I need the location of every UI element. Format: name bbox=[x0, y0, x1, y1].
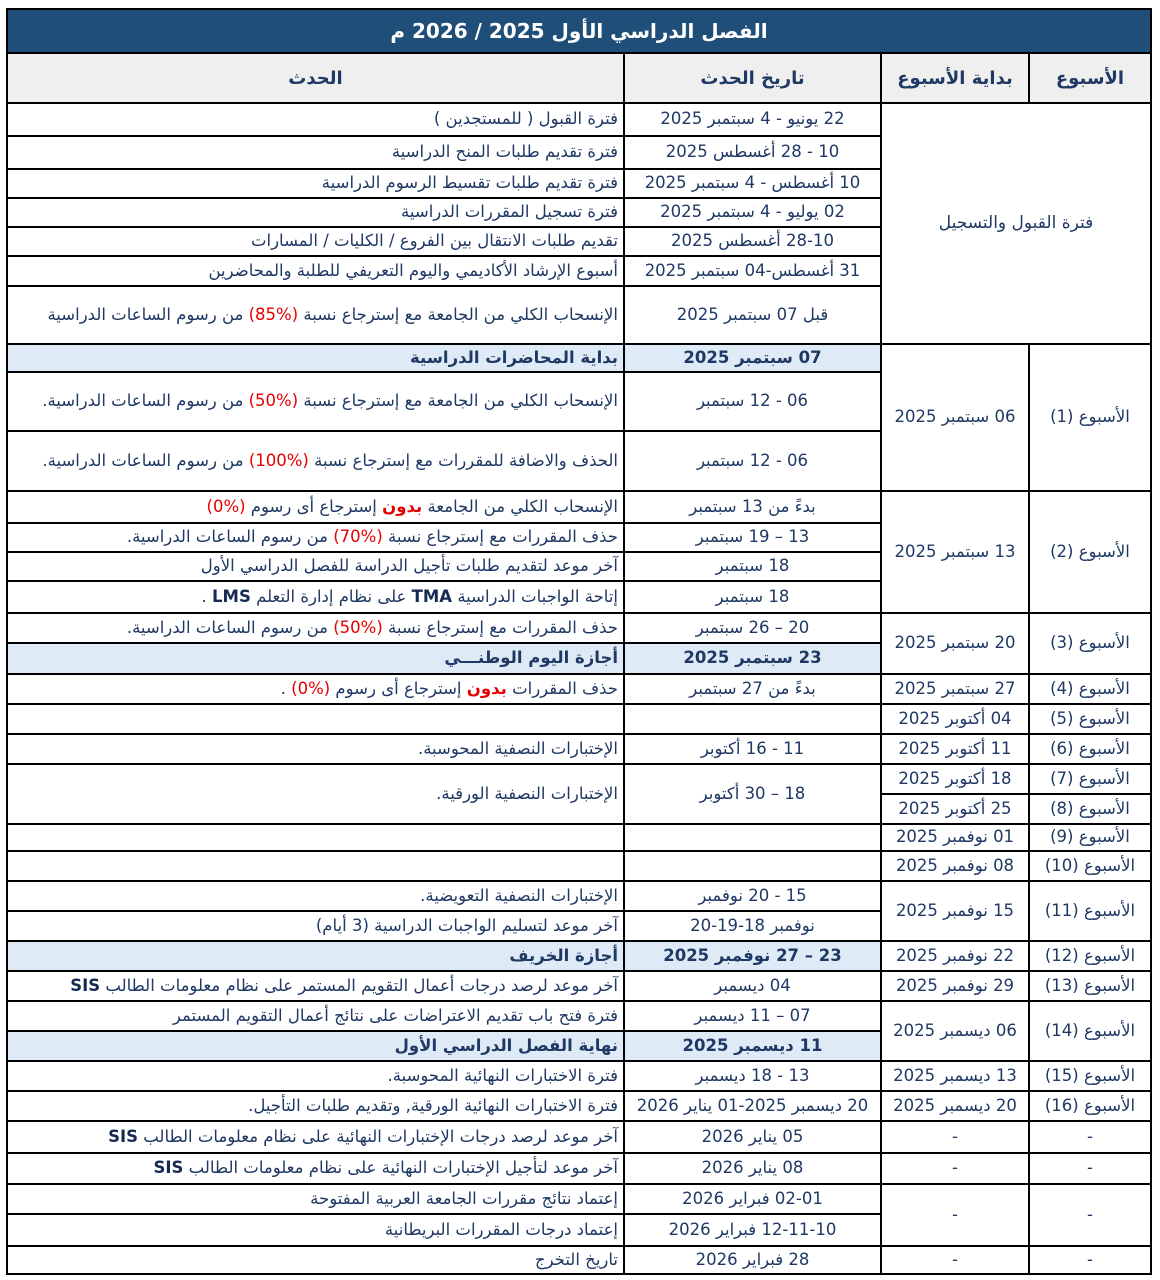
event-text-segment: . bbox=[280, 678, 292, 698]
event-date-cell: 20 ديسمبر 2025‏-‏01 يناير 2026 bbox=[624, 1091, 881, 1121]
week-start-cell: - bbox=[881, 1246, 1029, 1274]
table-row bbox=[7, 613, 1151, 643]
event-cell: فترة تقديم طلبات المنح الدراسية bbox=[7, 136, 624, 169]
week-start-cell: 13 ديسمبر 2025 bbox=[881, 1061, 1029, 1091]
event-text-segment: SIS bbox=[153, 1158, 184, 1178]
event-date-cell: 13 - 18 ديسمبر bbox=[624, 1061, 881, 1091]
event-date-cell: 10‏-‏11‏-‏12 فبراير 2026 bbox=[624, 1214, 881, 1246]
event-cell bbox=[7, 372, 624, 431]
title-row bbox=[7, 9, 1151, 53]
table-row bbox=[7, 1091, 1151, 1121]
table-row bbox=[7, 1153, 1151, 1184]
week-cell: الأسبوع (12) bbox=[1029, 941, 1151, 971]
event-text-segment: من رسوم الساعات الدراسية. bbox=[42, 391, 249, 411]
week-cell: - bbox=[1029, 1184, 1151, 1246]
week-start-cell: 27 سبتمبر 2025 bbox=[881, 674, 1029, 704]
event-cell: بداية المحاضرات الدراسية bbox=[7, 344, 624, 372]
event-date-cell: 13 – 19 سبتمبر bbox=[624, 523, 881, 552]
event-text-segment: (%85) bbox=[248, 304, 299, 324]
event-cell: فترة الاختبارات النهائية المحوسبة. bbox=[7, 1061, 624, 1091]
event-text-segment: آخر موعد لرصد درجات أعمال التقويم المستمر على نظام معلومات الطالب bbox=[100, 975, 618, 995]
event-cell bbox=[7, 431, 624, 491]
event-text-segment: حذف المقررات bbox=[506, 678, 618, 698]
event-text-segment: على نظام إدارة التعلم bbox=[250, 586, 412, 606]
event-date-cell: 18 سبتمبر bbox=[624, 552, 881, 581]
week-start-cell: 18 أكتوبر 2025 bbox=[881, 764, 1029, 794]
table-row bbox=[7, 103, 1151, 136]
event-date-cell: نوفمبر 18‏-‏19‏-‏20 bbox=[624, 911, 881, 941]
table-row bbox=[7, 1184, 1151, 1214]
calendar-body bbox=[7, 103, 1151, 1274]
week-start-cell: 20 ديسمبر 2025 bbox=[881, 1091, 1029, 1121]
event-text-segment: بدون bbox=[382, 496, 423, 516]
event-cell: فترة تسجيل المقررات الدراسية bbox=[7, 198, 624, 227]
table-row bbox=[7, 704, 1151, 734]
week-start-cell: 06 سبتمبر 2025 bbox=[881, 344, 1029, 491]
event-date-cell: 28 فبراير 2026 bbox=[624, 1246, 881, 1274]
event-cell: فترة القبول ( للمستجدين ) bbox=[7, 103, 624, 136]
event-cell: الإختبارات النصفية التعويضية. bbox=[7, 881, 624, 911]
week-cell: الأسبوع (13) bbox=[1029, 971, 1151, 1001]
event-cell bbox=[7, 1121, 624, 1153]
event-text-segment: . bbox=[201, 586, 213, 606]
week-start-cell: 08 نوفمبر 2025 bbox=[881, 851, 1029, 881]
event-date-cell bbox=[624, 824, 881, 851]
week-cell: الأسبوع (7) bbox=[1029, 764, 1151, 794]
week-start-cell: 06 ديسمبر 2025 bbox=[881, 1001, 1029, 1061]
event-date-cell: قبل 07 سبتمبر 2025 bbox=[624, 286, 881, 344]
semester-calendar-table bbox=[6, 8, 1152, 1275]
table-row bbox=[7, 344, 1151, 372]
event-text-segment: من رسوم الساعات الدراسية. bbox=[126, 617, 334, 637]
week-cell: الأسبوع (3) bbox=[1029, 613, 1151, 674]
event-date-cell: 01‏-‏02 فبراير 2026 bbox=[624, 1184, 881, 1214]
event-cell bbox=[7, 523, 624, 552]
event-text-segment: (%50) bbox=[248, 391, 299, 411]
week-cell: - bbox=[1029, 1246, 1151, 1274]
event-cell: آخر موعد لتقديم طلبات تأجيل الدراسة للفصل الدراسي الأول bbox=[7, 552, 624, 581]
event-text-segment: الإنسحاب الكلي من الجامعة مع إسترجاع نسبة bbox=[298, 304, 618, 324]
table-row bbox=[7, 1121, 1151, 1153]
event-date-cell: 22 يونيو - 4 سبتمبر 2025 bbox=[624, 103, 881, 136]
event-date-cell: 07 – 11 ديسمبر bbox=[624, 1001, 881, 1031]
week-cell: الأسبوع (11) bbox=[1029, 881, 1151, 941]
week-cell: الأسبوع (16) bbox=[1029, 1091, 1151, 1121]
event-date-cell: 10 - 28 أغسطس 2025 bbox=[624, 136, 881, 169]
event-text-segment: حذف المقررات مع إسترجاع نسبة bbox=[382, 617, 618, 637]
event-cell: أسبوع الإرشاد الأكاديمي واليوم التعريفي للطلبة والمحاضرين bbox=[7, 256, 624, 286]
event-date-cell: بدءً من 13 سبتمبر bbox=[624, 491, 881, 523]
week-start-cell: 20 سبتمبر 2025 bbox=[881, 613, 1029, 674]
event-text-segment: آخر موعد لرصد درجات الإختبارات النهائية على نظام معلومات الطالب bbox=[137, 1126, 618, 1146]
table-row bbox=[7, 971, 1151, 1001]
table-row bbox=[7, 491, 1151, 523]
event-date-cell: 18 سبتمبر bbox=[624, 581, 881, 613]
week-cell: - bbox=[1029, 1153, 1151, 1184]
event-cell bbox=[7, 613, 624, 643]
week-cell: الأسبوع (14) bbox=[1029, 1001, 1151, 1061]
event-date-cell: 10‏-‏28 أغسطس 2025 bbox=[624, 227, 881, 256]
event-cell bbox=[7, 491, 624, 523]
event-date-cell: 06 - 12 سبتمبر bbox=[624, 372, 881, 431]
event-text-segment: (%0) bbox=[206, 496, 246, 516]
event-text-segment: (%0) bbox=[291, 678, 331, 698]
event-text-segment: الإنسحاب الكلي من الجامعة bbox=[422, 496, 618, 516]
column-header-week-start: بداية الأسبوع bbox=[881, 53, 1029, 103]
week-cell: الأسبوع (2) bbox=[1029, 491, 1151, 613]
event-text-segment: LMS bbox=[212, 586, 251, 606]
event-cell bbox=[7, 581, 624, 613]
event-cell: فترة تقديم طلبات تقسيط الرسوم الدراسية bbox=[7, 169, 624, 198]
event-date-cell: 10 أغسطس - 4 سبتمبر 2025 bbox=[624, 169, 881, 198]
event-date-cell bbox=[624, 704, 881, 734]
week-start-cell: 22 نوفمبر 2025 bbox=[881, 941, 1029, 971]
event-date-cell: 05 يناير 2026 bbox=[624, 1121, 881, 1153]
event-text-segment: من رسوم الساعات الدراسية. bbox=[42, 450, 249, 470]
event-text-segment: إسترجاع أى رسوم bbox=[245, 496, 383, 516]
event-cell bbox=[7, 704, 624, 734]
event-text-segment: الإنسحاب الكلي من الجامعة مع إسترجاع نسبة bbox=[298, 391, 618, 411]
event-text-segment: TMA bbox=[411, 586, 453, 606]
event-cell bbox=[7, 824, 624, 851]
table-row bbox=[7, 881, 1151, 911]
event-cell bbox=[7, 971, 624, 1001]
event-cell: الإختبارات النصفية المحوسبة. bbox=[7, 734, 624, 764]
event-text-segment: حذف المقررات مع إسترجاع نسبة bbox=[382, 527, 618, 547]
event-cell: تقديم طلبات الانتقال بين الفروع / الكليات / المسارات bbox=[7, 227, 624, 256]
event-date-cell: بدءً من 27 سبتمبر bbox=[624, 674, 881, 704]
event-text-segment: (%100) bbox=[248, 450, 309, 470]
section-admission-registration: فترة القبول والتسجيل bbox=[881, 103, 1151, 344]
week-cell: الأسبوع (8) bbox=[1029, 794, 1151, 824]
event-cell: آخر موعد لتسليم الواجبات الدراسية (3 أيام) bbox=[7, 911, 624, 941]
week-cell: الأسبوع (6) bbox=[1029, 734, 1151, 764]
column-header-week: الأسبوع bbox=[1029, 53, 1151, 103]
week-cell: الأسبوع (10) bbox=[1029, 851, 1151, 881]
week-start-cell: - bbox=[881, 1184, 1029, 1246]
week-cell: - bbox=[1029, 1121, 1151, 1153]
event-cell: فترة فتح باب تقديم الاعتراضات على نتائج أعمال التقويم المستمر bbox=[7, 1001, 624, 1031]
table-row bbox=[7, 1246, 1151, 1274]
event-text-segment: من رسوم الساعات الدراسية bbox=[47, 304, 249, 324]
event-cell: أجازة الخريف bbox=[7, 941, 624, 971]
event-cell: إعتماد درجات المقررات البريطانية bbox=[7, 1214, 624, 1246]
event-cell bbox=[7, 1153, 624, 1184]
table-row bbox=[7, 674, 1151, 704]
event-text-segment: إسترجاع أى رسوم bbox=[330, 678, 467, 698]
week-start-cell: 13 سبتمبر 2025 bbox=[881, 491, 1029, 613]
week-start-cell: 15 نوفمبر 2025 bbox=[881, 881, 1029, 941]
event-cell: إعتماد نتائج مقررات الجامعة العربية المفتوحة bbox=[7, 1184, 624, 1214]
week-start-cell: 29 نوفمبر 2025 bbox=[881, 971, 1029, 1001]
event-cell: أجازة اليوم الوطنـــي bbox=[7, 643, 624, 674]
week-cell: الأسبوع (15) bbox=[1029, 1061, 1151, 1091]
event-text-segment: من رسوم الساعات الدراسية. bbox=[126, 527, 334, 547]
event-cell: نهاية الفصل الدراسي الأول bbox=[7, 1031, 624, 1061]
event-cell: تاريخ التخرج bbox=[7, 1246, 624, 1274]
event-cell bbox=[7, 286, 624, 344]
event-date-cell: 18 – 30 أكتوبر bbox=[624, 764, 881, 824]
week-start-cell: 25 أكتوبر 2025 bbox=[881, 794, 1029, 824]
header-row bbox=[7, 53, 1151, 103]
column-header-event: الحدث bbox=[7, 53, 624, 103]
week-cell: الأسبوع (4) bbox=[1029, 674, 1151, 704]
table-row bbox=[7, 1001, 1151, 1031]
event-cell: الإختبارات النصفية الورقية. bbox=[7, 764, 624, 824]
week-start-cell: 01 نوفمبر 2025 bbox=[881, 824, 1029, 851]
event-text-segment: (%50) bbox=[333, 617, 383, 637]
event-text-segment: آخر موعد لتأجيل الإختبارات النهائية على نظام معلومات الطالب bbox=[183, 1158, 618, 1178]
event-date-cell: 11 - 16 أكتوبر bbox=[624, 734, 881, 764]
event-date-cell: 23 – 27 نوفمبر 2025 bbox=[624, 941, 881, 971]
event-date-cell bbox=[624, 851, 881, 881]
event-cell: فترة الاختبارات النهائية الورقية, وتقديم طلبات التأجيل. bbox=[7, 1091, 624, 1121]
table-row bbox=[7, 941, 1151, 971]
column-header-event-date: تاريخ الحدث bbox=[624, 53, 881, 103]
event-text-segment: بدون bbox=[466, 678, 507, 698]
event-date-cell: 20 – 26 سبتمبر bbox=[624, 613, 881, 643]
table-row bbox=[7, 734, 1151, 764]
week-cell: الأسبوع (9) bbox=[1029, 824, 1151, 851]
event-cell bbox=[7, 674, 624, 704]
table-row bbox=[7, 1061, 1151, 1091]
week-start-cell: 04 أكتوبر 2025 bbox=[881, 704, 1029, 734]
week-start-cell: - bbox=[881, 1153, 1029, 1184]
event-date-cell: 15 - 20 نوفمبر bbox=[624, 881, 881, 911]
event-text-segment: (%70) bbox=[333, 527, 383, 547]
event-date-cell: 08 يناير 2026 bbox=[624, 1153, 881, 1184]
event-date-cell: 11 ديسمبر 2025 bbox=[624, 1031, 881, 1061]
week-start-cell: 11 أكتوبر 2025 bbox=[881, 734, 1029, 764]
event-date-cell: 23 سبتمبر 2025 bbox=[624, 643, 881, 674]
event-date-cell: 06 - 12 سبتمبر bbox=[624, 431, 881, 491]
event-text-segment: الحذف والاضافة للمقررات مع إسترجاع نسبة bbox=[308, 450, 618, 470]
event-date-cell: 07 سبتمبر 2025 bbox=[624, 344, 881, 372]
table-row bbox=[7, 851, 1151, 881]
event-date-cell: 31 أغسطس-04 سبتمبر 2025 bbox=[624, 256, 881, 286]
week-start-cell: - bbox=[881, 1121, 1029, 1153]
event-text-segment: SIS bbox=[70, 975, 101, 995]
event-text-segment: إتاحة الواجبات الدراسية bbox=[452, 586, 618, 606]
event-date-cell: 04 ديسمبر bbox=[624, 971, 881, 1001]
table-row bbox=[7, 764, 1151, 794]
week-cell: الأسبوع (5) bbox=[1029, 704, 1151, 734]
event-date-cell: 02 يوليو - 4 سبتمبر 2025 bbox=[624, 198, 881, 227]
event-text-segment: SIS bbox=[108, 1126, 138, 1146]
event-cell bbox=[7, 851, 624, 881]
page-title: الفصل الدراسي الأول 2025 / 2026 م bbox=[7, 9, 1151, 53]
week-cell: الأسبوع (1) bbox=[1029, 344, 1151, 491]
table-row bbox=[7, 824, 1151, 851]
